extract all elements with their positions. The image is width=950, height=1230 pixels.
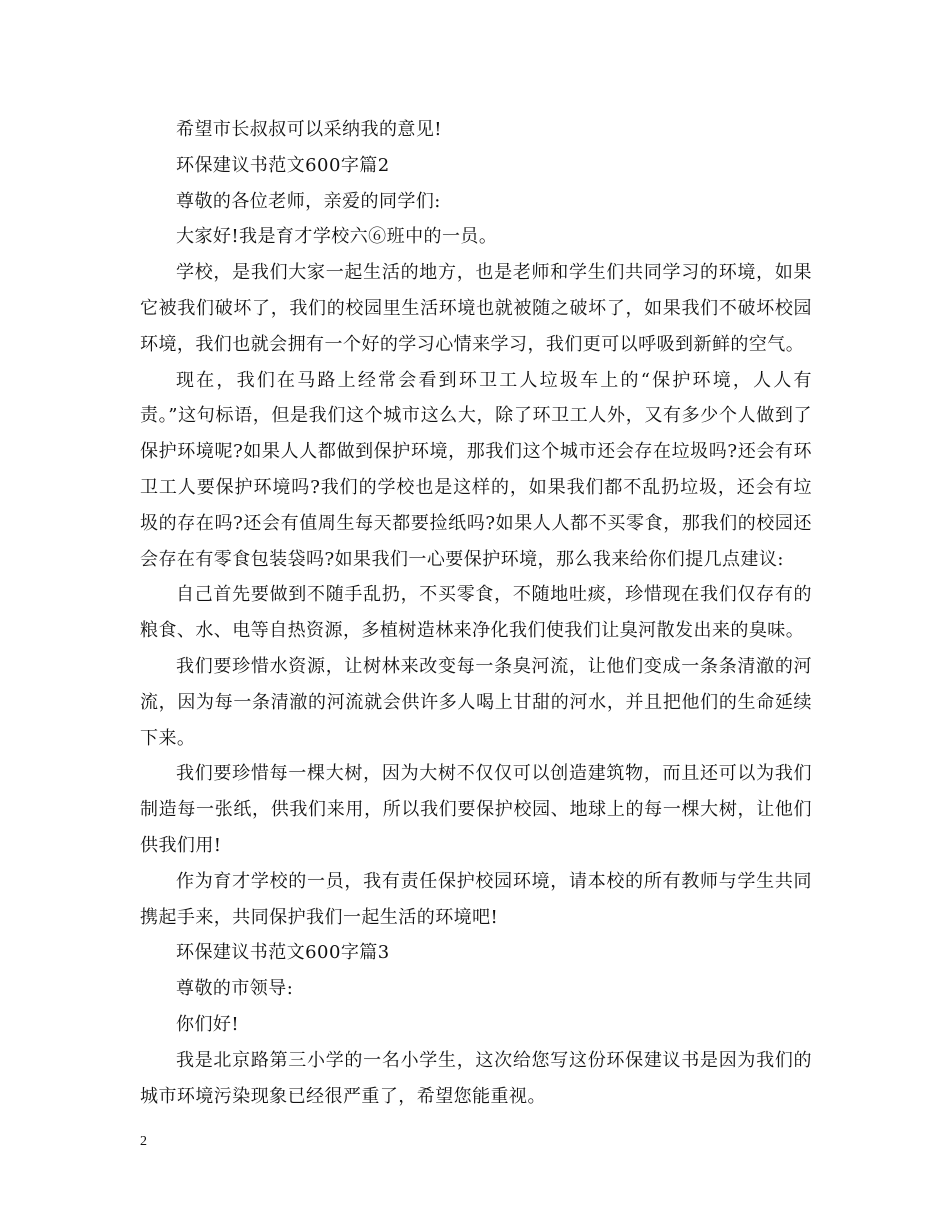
paragraph-closing-wish: 希望市长叔叔可以采纳我的意见! [176, 119, 442, 140]
greeting-self-intro: 大家好!我是育才学校六⑥班中的一员。 [176, 226, 498, 248]
section-heading-article-3: 环保建议书范文600字篇3 [176, 942, 390, 964]
document-body [140, 112, 812, 1114]
page-number: 2 [140, 1134, 147, 1149]
paragraph-suggestion-trees: 我们要珍惜每一棵大树，因为大树不仅仅可以创造建筑物，而且还可以为我们制造每一张纸，供我们来用，所以我们要保护校园、地球上的每一棵大树，让他们供我们用! [140, 763, 812, 856]
salutation-teachers-students: 尊敬的各位老师，亲爱的同学们: [176, 190, 441, 212]
paragraph-suggestion-self: 自己首先要做到不随手乱扔，不买零食，不随地吐痰，珍惜现在我们仅存有的粮食、水、电等自热资源，多植树造林来净化我们使我们让臭河散发出来的臭味。 [140, 584, 812, 642]
paragraph-suggestion-water: 我们要珍惜水资源，让树林来改变每一条臭河流，让他们变成一条条清澈的河流，因为每一条清澈的河流就会供许多人喝上甘甜的河水，并且把他们的生命延续下来。 [140, 655, 812, 749]
section-heading-article-2: 环保建议书范文600字篇2 [176, 154, 390, 176]
paragraph-call-to-action: 作为育才学校的一员，我有责任保护校园环境，请本校的所有教师与学生共同携起手来，共同保护我们一起生活的环境吧! [140, 870, 812, 928]
paragraph-school-environment: 学校，是我们大家一起生活的地方，也是老师和学生们共同学习的环境，如果它被我们破坏了，我们的校园里生活环境也就被随之破坏了，如果我们不破坏校园环境，我们也就会拥有一个好的学习心情来学习，我们更可以呼吸到新鲜的空气。 [140, 262, 812, 355]
paragraph-protect-environment-slogan: 现在，我们在马路上经常会看到环卫工人垃圾车上的“保护环境，人人有责。”这句标语，但是我们这个城市这么大，除了环卫工人外，又有多少个人做到了保护环境呢?如果人人都做到保护环境，那我们这个城市还会存在垃圾吗?还会有环卫工人要保护环境吗?我们的学校也是这样的，如果我们都不乱扔垃圾，还会有垃圾的存在吗?还会有值周生每天都要捡纸吗?如果人人都不买零食，那我们的校园还会存在有零食包装袋吗?如果我们一心要保护环境，那么我来给你们提几点建议: [140, 369, 812, 570]
greeting-hello: 你们好! [176, 1013, 240, 1035]
salutation-city-leaders: 尊敬的市领导: [176, 978, 294, 1000]
paragraph-student-intro: 我是北京路第三小学的一名小学生，这次给您写这份环保建议书是因为我们的城市环境污染现象已经很严重了，希望您能重视。 [140, 1049, 812, 1107]
